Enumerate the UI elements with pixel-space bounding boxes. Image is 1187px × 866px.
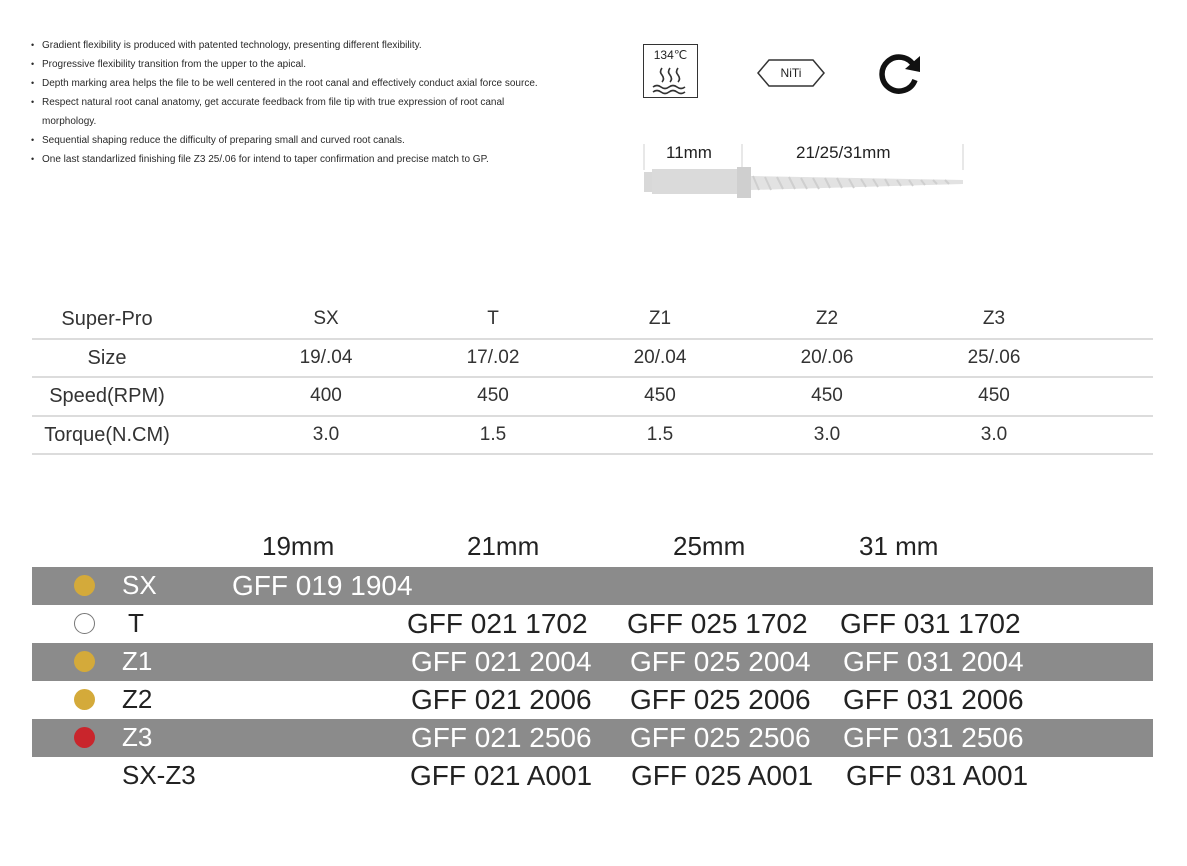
order-row-sx [32, 567, 1153, 605]
feature-item: • Gradient flexibility is produced with patented technology, presenting different flexibility. [31, 36, 551, 55]
order-code: GFF 021 2004 [411, 646, 592, 677]
length-header: 21mm [467, 531, 540, 561]
order-row-z3 [32, 719, 1153, 757]
spec-cell: 1.5 [646, 423, 674, 445]
spec-cell: 450 [477, 385, 509, 406]
row-label: Speed(RPM) [49, 385, 165, 407]
order-code: GFF 031 2506 [843, 722, 1024, 753]
column-header: T [487, 308, 499, 329]
spec-cell: 400 [310, 385, 342, 406]
order-code: GFF 025 2004 [630, 646, 811, 677]
color-dot [74, 575, 95, 596]
spec-cell: 3.0 [813, 423, 841, 445]
working-length-label: 21/25/31mm [796, 143, 891, 162]
order-row-t [32, 605, 1153, 643]
order-code: GFF 031 2004 [843, 646, 1024, 677]
length-header: 19mm [262, 531, 335, 561]
steam-icon [650, 65, 692, 95]
feature-item: • Respect natural root canal anatomy, get accurate feedback from file tip with true expression of root canal morphology. [31, 93, 551, 131]
order-row-z1 [32, 643, 1153, 681]
spec-cell: 450 [644, 385, 676, 406]
order-code: GFF 031 A001 [846, 760, 1029, 791]
order-row-sx-z3 [32, 757, 1153, 795]
shank-length-label: 11mm [666, 143, 712, 162]
order-length-header [32, 528, 1153, 566]
file-name: SX-Z3 [122, 760, 196, 790]
spec-cell: 17/.02 [466, 346, 520, 368]
order-row-z2 [32, 681, 1153, 719]
temperature-label: 134℃ [653, 48, 688, 62]
file-name: Z1 [122, 646, 153, 676]
feature-list [31, 36, 551, 169]
spec-row-size [32, 340, 1153, 379]
order-code: GFF 025 A001 [631, 760, 814, 791]
row-label: Size [87, 346, 127, 369]
feature-item: • Progressive flexibility transition from the upper to the apical. [31, 55, 551, 74]
feature-item: • Sequential shaping reduce the difficulty of preparing small and curved root canals. [31, 131, 551, 150]
niti-label: NiTi [780, 66, 802, 80]
feature-item: • Depth marking area helps the file to be well centered in the root canal and effectively conduct axial force source. [31, 74, 551, 93]
file-name: Z3 [122, 722, 153, 752]
spec-cell: 450 [978, 385, 1010, 406]
color-dot [74, 727, 95, 748]
row-label: Torque(N.CM) [44, 423, 170, 446]
column-header: SX [313, 308, 339, 329]
spec-cell: 450 [811, 385, 843, 406]
order-code: GFF 021 2506 [411, 722, 592, 753]
spec-cell: 20/.04 [633, 346, 687, 368]
order-code: GFF 021 2006 [411, 684, 592, 715]
spec-row-torque [32, 417, 1153, 456]
sterilization-temperature-icon [643, 44, 698, 98]
spec-cell: 19/.04 [299, 346, 353, 368]
spec-cell: 20/.06 [800, 346, 854, 368]
file-name: SX [122, 570, 157, 600]
brand-label: Super-Pro [61, 308, 153, 330]
order-code: GFF 031 2006 [843, 684, 1024, 715]
spec-row-speed [32, 378, 1153, 417]
color-dot [74, 689, 95, 710]
color-dot [74, 651, 95, 672]
spec-table [32, 301, 1153, 455]
spec-cell: 3.0 [980, 423, 1008, 445]
order-code: GFF 025 1702 [627, 608, 808, 639]
order-code: GFF 021 1702 [407, 608, 588, 639]
length-header: 31 mm [859, 531, 939, 561]
column-header: Z1 [648, 308, 672, 329]
length-header: 25mm [673, 531, 746, 561]
niti-material-icon [757, 59, 825, 87]
column-header: Z2 [815, 308, 839, 329]
spec-cell: 25/.06 [967, 346, 1021, 368]
column-header: Z3 [982, 308, 1006, 329]
file-name: Z2 [122, 684, 153, 714]
spec-cell: 1.5 [479, 423, 507, 445]
order-code: GFF 019 1904 [232, 570, 413, 601]
order-code: GFF 031 1702 [840, 608, 1021, 639]
spec-header-row [32, 301, 1153, 340]
file-length-diagram [641, 140, 971, 202]
order-code: GFF 021 A001 [410, 760, 593, 791]
rotate-clockwise-icon [876, 50, 922, 96]
spec-cell: 3.0 [312, 423, 340, 445]
file-name: T [128, 608, 144, 638]
feature-item: • One last standarlized finishing file Z3 25/.06 for intend to taper confirmation and precise match to GP. [31, 150, 551, 169]
order-code: GFF 025 2006 [630, 684, 811, 715]
order-code-table [32, 567, 1153, 795]
order-code: GFF 025 2506 [630, 722, 811, 753]
color-dot [74, 613, 95, 634]
